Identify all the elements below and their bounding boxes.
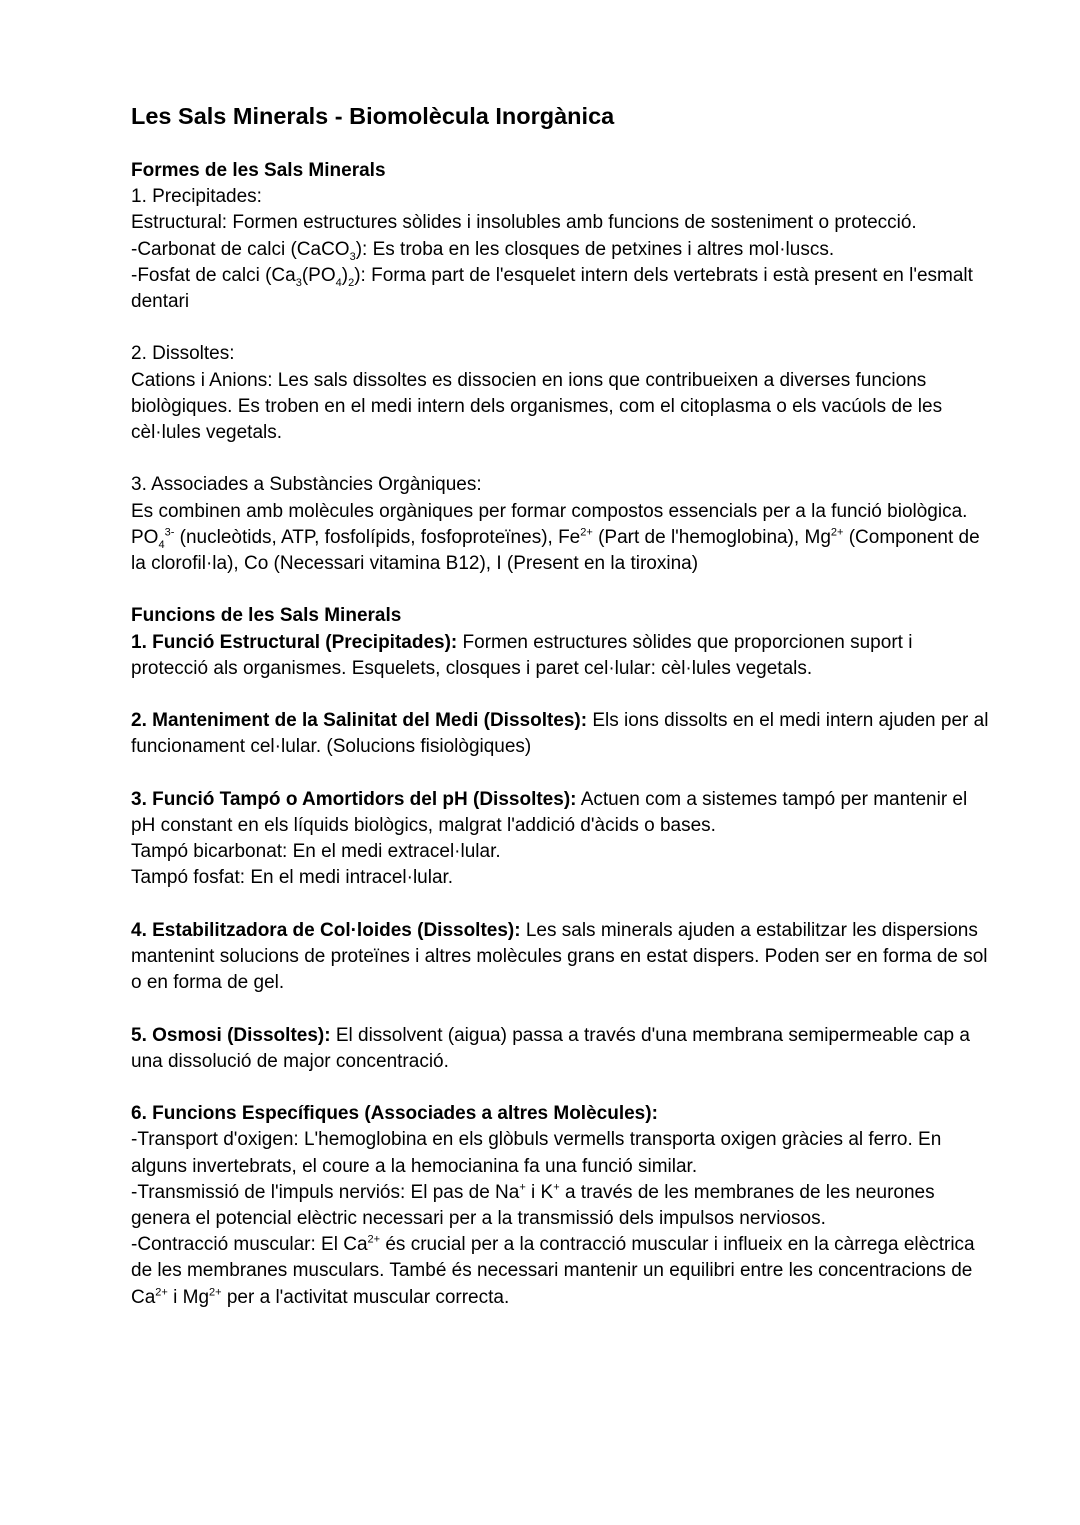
funcio-4-title: 4. Estabilitzadora de Col·loides (Dissoltes): <box>131 919 521 941</box>
funcio-4 <box>131 918 991 997</box>
funcio-1 <box>131 630 991 682</box>
formes-heading: Formes de les Sals Minerals <box>131 160 386 181</box>
funcio-2-text: Els ions dissolts en el medi intern ajuden per al funcionament cel·lular. (Solucions fisiològiques) <box>131 710 989 758</box>
funcio-3 <box>131 787 991 892</box>
precipitades-carbonat: -Carbonat de calci (CaCO$_3$): Es troba en les closques de petxines i altres mol·luscs. <box>131 238 835 263</box>
funcio-6-impuls: -Transmissió de l'impuls nerviós: El pas de Na+ i K+ a través de les membranes de les neurones genera el potencial elèctric necessari per a la transmissió dels impulsos nerviosos. <box>131 1181 935 1229</box>
funcio-6 <box>131 1101 991 1311</box>
funcio-2-title: 2. Manteniment de la Salinitat del Medi (Dissoltes): <box>131 710 588 732</box>
funcio-5-text: El dissolvent (aigua) passa a través d'una membrana semipermeable cap a una dissolució de major concentració. <box>131 1024 970 1072</box>
funcio-2 <box>131 708 991 760</box>
document-page <box>131 101 991 1311</box>
funcio-3-title: 3. Funció Tampó o Amortidors del pH (Dissoltes): <box>131 788 577 810</box>
document-title: Les Sals Minerals - Biomolècula Inorgànica <box>131 103 615 129</box>
associades-text: Es combinen amb molècules orgàniques per formar compostos essencials per a la funció biològica. $PO_4^{3-}$ (nucleòtids, ATP, fosfolípids, fosfoproteïnes), $Fe^{2+}$ (Part de l'hemoglobina), $Mg^{2+}$ (Component de la clorofil·la), Co (Necessari vitamina B12), I (Present en la tiroxina) <box>131 500 980 575</box>
precipitades-block <box>131 184 991 315</box>
precipitades-fosfat: -Fosfat de calci $(Ca_3(PO_4)_2)$: Forma part de l'esquelet intern dels vertebrats i està present en l'esmalt dentari <box>131 264 973 313</box>
tampo-bicarbonat: Tampó bicarbonat: En el medi extracel·lular. <box>131 841 501 863</box>
funcio-1-title: 1. Funció Estructural (Precipitades): <box>131 631 458 653</box>
funcio-6-title: 6. Funcions Específiques (Associades a altres Molècules): <box>131 1103 658 1125</box>
funcio-5 <box>131 1023 991 1075</box>
funcio-1-text: Formen estructures sòlides que proporcionen suport i protecció als organismes. Esquelets, closques i paret cel·lular: cèl·lules vegetals. <box>131 631 913 679</box>
tampo-fosfat: Tampó fosfat: En el medi intracel·lular. <box>131 867 454 889</box>
dissoltes-label: 2. Dissoltes: <box>131 343 235 365</box>
dissoltes-text: Cations i Anions: Les sals dissoltes es dissocien en ions que contribueixen a diverses funcions biològiques. Es troben en el medi intern dels organismes, com el citoplasma o els vacúols de les cèl·lules vegetals. <box>131 369 943 444</box>
dissoltes-block <box>131 341 991 446</box>
funcio-6-contraccio: -Contracció muscular: El $Ca^{2+}$ és crucial per a la contracció muscular i influeix en la càrrega elèctrica de les membranes musculars. També és necessari mantenir un equilibri entre les concentracions de $Ca^{2+}$ i $Mg^{2+}$ per a l'activitat muscular correcta. <box>131 1233 975 1308</box>
associades-block <box>131 472 991 577</box>
precipitades-label: 1. Precipitades: <box>131 186 262 208</box>
funcio-5-title: 5. Osmosi (Dissoltes): <box>131 1024 331 1046</box>
funcio-3-text: Actuen com a sistemes tampó per mantenir el pH constant en els líquids biològics, malgrat l'addició d'àcids o bases. <box>131 788 968 836</box>
associades-label: 3. Associades a Substàncies Orgàniques: <box>131 474 482 496</box>
funcio-6-transport: -Transport d'oxigen: L'hemoglobina en els glòbuls vermells transporta oxigen gràcies al ferro. En alguns invertebrats, el coure a la hemocianina fa una funció similar. <box>131 1129 942 1177</box>
funcio-4-text: Les sals minerals ajuden a estabilitzar les dispersions mantenint solucions de proteïnes i altres molècules grans en estat dispers. Poden ser en forma de sol o en forma de gel. <box>131 919 988 994</box>
funcions-heading: Funcions de les Sals Minerals <box>131 605 402 627</box>
precipitades-estructural: Estructural: Formen estructures sòlides i insolubles amb funcions de sosteniment o protecció. <box>131 212 917 234</box>
